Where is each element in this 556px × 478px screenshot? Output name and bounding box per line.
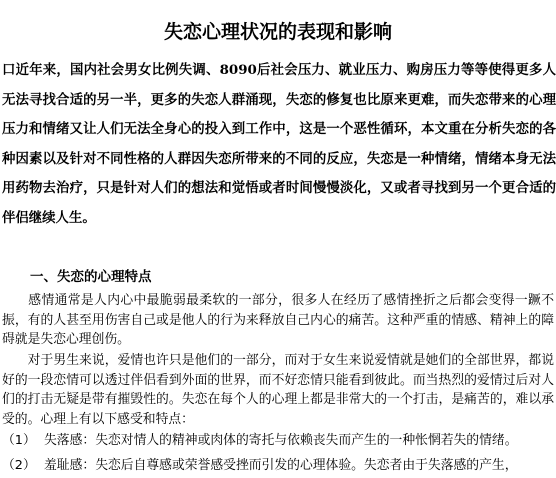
body-paragraph: 对于男生来说，爱情也许只是他们的一部分，而对于女生来说爱情就是她们的全部世界，都说好的一段恋情可以透过伴侣看到外面的世界，而不好恋情只能看到彼此。而当热烈的爱情过后对人们的打击无疑是带有摧毁性的。失恋在每个人的心理上都是非常大的一个打击，是痛苦的，难以承受的。心理上有以下感受和特点： [2, 353, 554, 427]
list-item-text: 羞耻感：失恋后自尊感或荣誉感受挫而引发的心理体验。失恋者由于失落感的产生， [44, 458, 518, 473]
list-item [2, 456, 554, 476]
list-item-number: （2） [2, 458, 36, 473]
list-item [2, 431, 554, 451]
section-heading: 一、失恋的心理特点 [30, 269, 152, 285]
list-item-text: 失落感：失恋对情人的精神或肉体的寄托与依赖丧失而产生的一种怅惘若失的情绪。 [44, 433, 518, 448]
document-title: 失恋心理状况的表现和影响 [163, 21, 392, 43]
list-item-number: （1） [2, 433, 36, 448]
abstract-paragraph: 口近年来，国内社会男女比例失调、8090后社会压力、就业压力、购房压力等等使得更多人无法寻找合适的另一半，更多的失恋人群涌现，失恋的修复也比原来更难，而失恋带来的心理压力和情绪又让人们无法全身心的投入到工作中，这是一个恶性循环，本文重在分析失恋的各种因素以及针对不同性格的人群因失恋所带来的不同的反应，失恋是一种情绪，情绪本身无法用药物去治疗，只是针对人们的想法和觉悟或者时间慢慢淡化，又或者寻找到另一个更合适的伴侣继续人生。 [2, 62, 556, 226]
body-paragraph: 感情通常是人内心中最脆弱最柔软的一部分，很多人在经历了感情挫折之后都会变得一蹶不振，有的人甚至用伤害自己或是他人的行为来释放自己内心的痛苦。这种严重的情感、精神上的障碍就是失恋心理创伤。 [2, 293, 554, 347]
